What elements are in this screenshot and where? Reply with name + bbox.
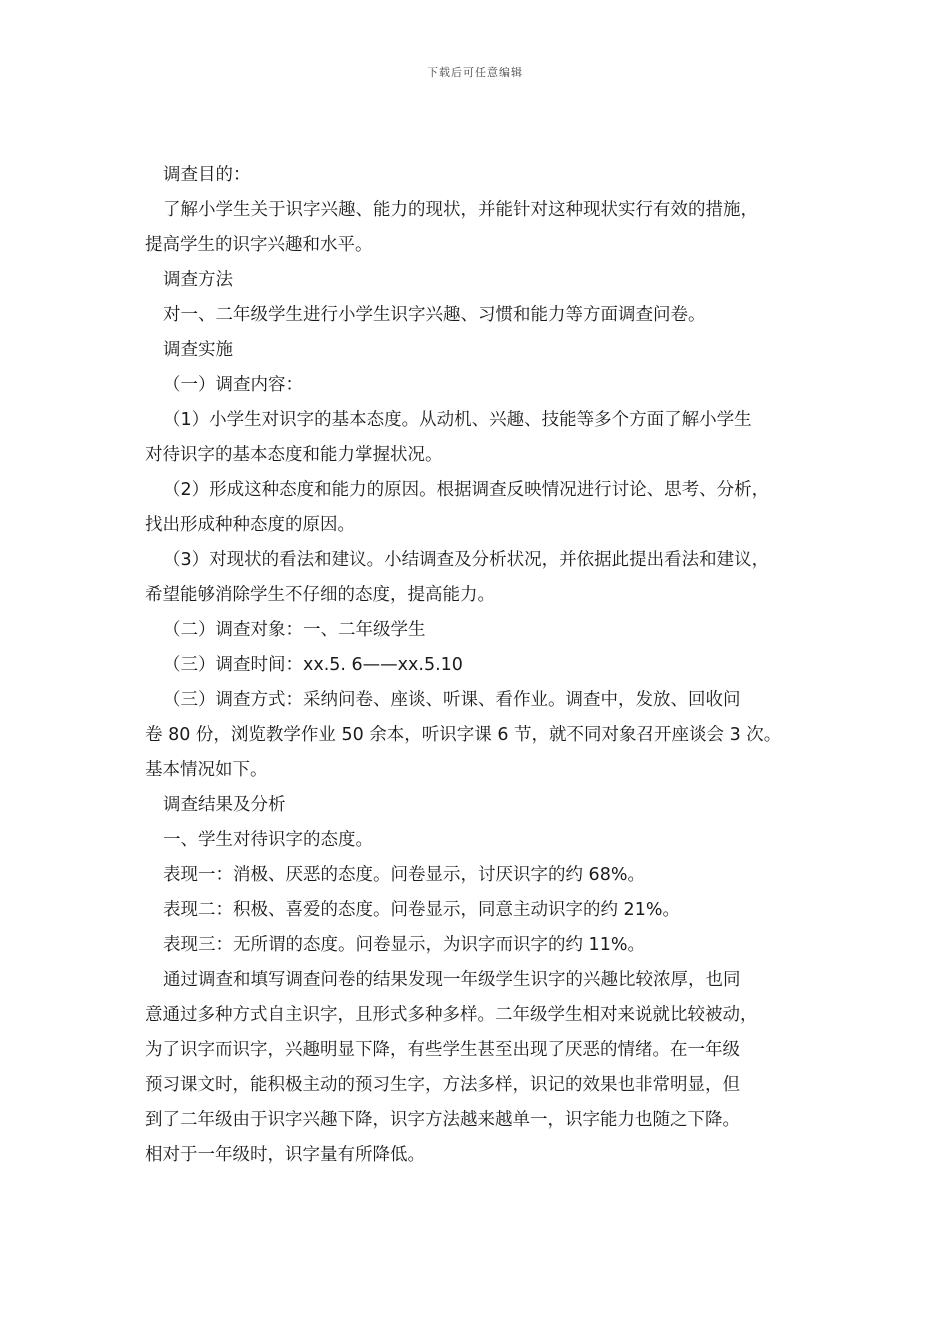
page-header: 下载后可任意编辑 [427, 66, 523, 79]
section-heading-implementation: 调查实施 [163, 340, 233, 360]
paragraph-line: 卷 80 份，浏览教学作业 50 余本，听识字课 6 节，就不同对象召开座谈会 3 次。 [145, 725, 782, 745]
paragraph-line: 到了二年级由于识字兴趣下降，识字方法越来越单一，识字能力也随之下降。 [145, 1110, 740, 1130]
finding-line-2: 表现二：积极、喜爱的态度。问卷显示，同意主动识字的约 21%。 [163, 900, 680, 920]
document-body [145, 158, 825, 1173]
paragraph-line: 意通过多种方式自主识字，且形式多种多样。二年级学生相对来说就比较被动， [145, 1005, 758, 1025]
paragraph-line: 找出形成种种态度的原因。 [145, 515, 355, 535]
subsection-heading-target: （二）调查对象：一、二年级学生 [163, 620, 426, 640]
paragraph-line: 了解小学生关于识字兴趣、能力的现状，并能针对这种现状实行有效的措施， [163, 200, 758, 220]
paragraph-line: 通过调查和填写调查问卷的结果发现一年级学生识字的兴趣比较浓厚，也同 [163, 970, 741, 990]
paragraph-line: 基本情况如下。 [145, 760, 268, 780]
subsection-heading-attitude: 一、学生对待识字的态度。 [163, 830, 373, 850]
subsection-heading-content: （一）调查内容： [163, 375, 303, 395]
finding-line-1: 表现一：消极、厌恶的态度。问卷显示，讨厌识字的约 68%。 [163, 865, 645, 885]
section-heading-purpose: 调查目的： [163, 165, 251, 185]
paragraph-line: 对一、二年级学生进行小学生识字兴趣、习惯和能力等方面调查问卷。 [163, 305, 706, 325]
paragraph-line: 相对于一年级时，识字量有所降低。 [145, 1145, 425, 1165]
paragraph-line: 对待识字的基本态度和能力掌握状况。 [145, 445, 443, 465]
paragraph-line: 提高学生的识字兴趣和水平。 [145, 235, 373, 255]
list-item-2: （2）形成这种态度和能力的原因。根据调查反映情况进行讨论、思考、分析， [163, 480, 770, 500]
paragraph-line: 为了识字而识字，兴趣明显下降，有些学生甚至出现了厌恶的情绪。在一年级 [145, 1040, 740, 1060]
finding-line-3: 表现三：无所谓的态度。问卷显示，为识字而识字的约 11%。 [163, 935, 645, 955]
paragraph-line: 希望能够消除学生不仔细的态度，提高能力。 [145, 585, 495, 605]
subsection-heading-time: （三）调查时间：xx.5. 6——xx.5.10 [163, 655, 463, 675]
list-item-1: （1）小学生对识字的基本态度。从动机、兴趣、技能等多个方面了解小学生 [163, 410, 752, 430]
paragraph-line: 预习课文时，能积极主动的预习生字，方法多样，识记的效果也非常明显，但 [145, 1075, 740, 1095]
section-heading-results: 调查结果及分析 [163, 795, 286, 815]
list-item-3: （3）对现状的看法和建议。小结调查及分析状况，并依据此提出看法和建议， [163, 550, 770, 570]
subsection-heading-mode: （三）调查方式：采纳问卷、座谈、听课、看作业。调查中，发放、回收问 [163, 690, 741, 710]
section-heading-method: 调查方法 [163, 270, 233, 290]
